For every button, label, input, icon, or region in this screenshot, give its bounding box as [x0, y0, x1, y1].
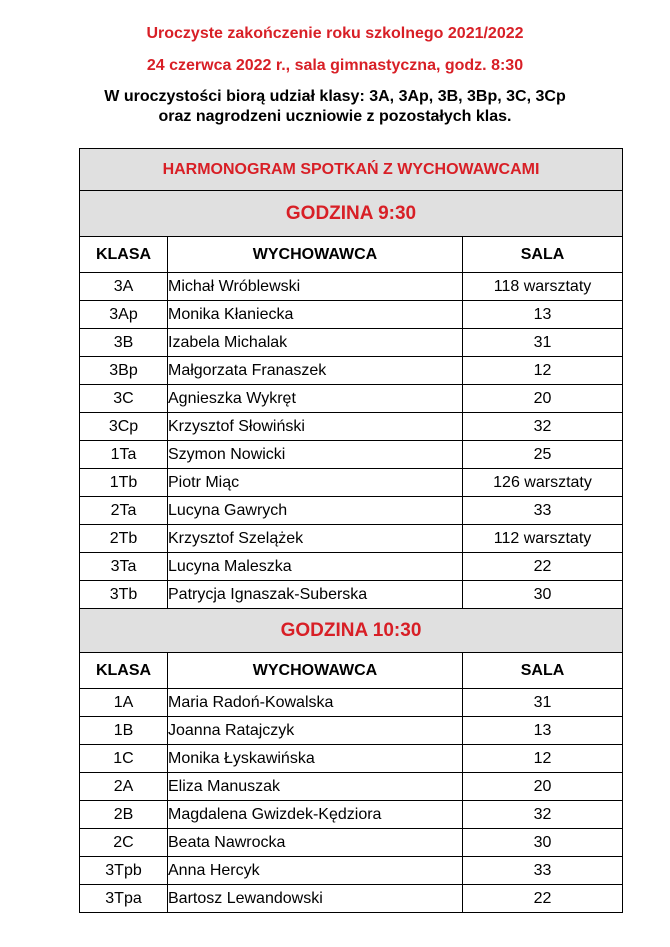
table-row	[80, 497, 623, 525]
klasa-header: KLASA	[80, 653, 168, 689]
column-header-row	[80, 237, 623, 273]
class-cell: 2B	[80, 801, 168, 829]
class-cell: 2Tb	[80, 525, 168, 553]
sala-header: SALA	[463, 653, 623, 689]
teacher-cell: Magdalena Gwizdek-Kędziora	[168, 801, 463, 829]
class-cell: 3Tb	[80, 581, 168, 609]
table-row	[80, 689, 623, 717]
schedule-table	[79, 148, 623, 913]
room-cell: 13	[463, 717, 623, 745]
class-cell: 2Ta	[80, 497, 168, 525]
table-row	[80, 553, 623, 581]
participants-line: W uroczystości biorą udział klasy: 3A, 3Ap, 3B, 3Bp, 3C, 3Cp	[104, 88, 566, 105]
teacher-cell: Anna Hercyk	[168, 857, 463, 885]
room-cell: 25	[463, 441, 623, 469]
class-cell: 1Ta	[80, 441, 168, 469]
room-cell: 33	[463, 497, 623, 525]
table-row	[80, 273, 623, 301]
teacher-cell: Krzysztof Słowiński	[168, 413, 463, 441]
session-time-row	[80, 191, 623, 237]
teacher-cell: Krzysztof Szelążek	[168, 525, 463, 553]
class-cell: 3C	[80, 385, 168, 413]
table-row	[80, 301, 623, 329]
class-cell: 3Cp	[80, 413, 168, 441]
session-time: GODZINA 10:30	[80, 609, 623, 653]
table-row	[80, 469, 623, 497]
table-row	[80, 413, 623, 441]
table-row	[80, 441, 623, 469]
column-header-row	[80, 653, 623, 689]
table-row	[80, 385, 623, 413]
participants-line-2: oraz nagrodzeni uczniowie z pozostałych klas.	[158, 108, 512, 125]
class-cell: 3Ap	[80, 301, 168, 329]
teacher-cell: Bartosz Lewandowski	[168, 885, 463, 913]
room-cell: 112 warsztaty	[463, 525, 623, 553]
teacher-cell: Eliza Manuszak	[168, 773, 463, 801]
teacher-cell: Joanna Ratajczyk	[168, 717, 463, 745]
table-row	[80, 581, 623, 609]
room-cell: 22	[463, 553, 623, 581]
teacher-cell: Agnieszka Wykręt	[168, 385, 463, 413]
teacher-cell: Maria Radoń-Kowalska	[168, 689, 463, 717]
room-cell: 126 warsztaty	[463, 469, 623, 497]
room-cell: 22	[463, 885, 623, 913]
teacher-cell: Beata Nawrocka	[168, 829, 463, 857]
event-date-place: 24 czerwca 2022 r., sala gimnastyczna, godz. 8:30	[146, 57, 524, 74]
table-row	[80, 357, 623, 385]
class-cell: 3Tpa	[80, 885, 168, 913]
teacher-cell: Piotr Miąc	[168, 469, 463, 497]
klasa-header: KLASA	[80, 237, 168, 273]
table-row	[80, 857, 623, 885]
class-cell: 3Bp	[80, 357, 168, 385]
room-cell: 31	[463, 329, 623, 357]
teacher-cell: Michał Wróblewski	[168, 273, 463, 301]
teacher-cell: Monika Kłaniecka	[168, 301, 463, 329]
class-cell: 3Ta	[80, 553, 168, 581]
room-cell: 32	[463, 413, 623, 441]
event-title: Uroczyste zakończenie roku szkolnego 2021/2022	[146, 25, 524, 42]
teacher-cell: Lucyna Maleszka	[168, 553, 463, 581]
teacher-cell: Patrycja Ignaszak-Suberska	[168, 581, 463, 609]
class-cell: 1A	[80, 689, 168, 717]
room-cell: 32	[463, 801, 623, 829]
session-time: GODZINA 9:30	[80, 191, 623, 237]
teacher-cell: Izabela Michalak	[168, 329, 463, 357]
table-row	[80, 829, 623, 857]
wychowawca-header: WYCHOWAWCA	[168, 653, 463, 689]
room-cell: 13	[463, 301, 623, 329]
room-cell: 118 warsztaty	[463, 273, 623, 301]
table-row	[80, 745, 623, 773]
room-cell: 20	[463, 773, 623, 801]
table-row	[80, 717, 623, 745]
sala-header: SALA	[463, 237, 623, 273]
schedule-title: HARMONOGRAM SPOTKAŃ Z WYCHOWAWCAMI	[80, 149, 623, 191]
session-time-row	[80, 609, 623, 653]
table-row	[80, 329, 623, 357]
class-cell: 3A	[80, 273, 168, 301]
room-cell: 12	[463, 357, 623, 385]
class-cell: 3B	[80, 329, 168, 357]
class-cell: 1B	[80, 717, 168, 745]
table-row	[80, 525, 623, 553]
teacher-cell: Małgorzata Franaszek	[168, 357, 463, 385]
teacher-cell: Lucyna Gawrych	[168, 497, 463, 525]
schedule-title-row	[80, 149, 623, 191]
room-cell: 12	[463, 745, 623, 773]
table-row	[80, 801, 623, 829]
class-cell: 3Tpb	[80, 857, 168, 885]
teacher-cell: Monika Łyskawińska	[168, 745, 463, 773]
class-cell: 2A	[80, 773, 168, 801]
room-cell: 30	[463, 829, 623, 857]
room-cell: 31	[463, 689, 623, 717]
class-cell: 1Tb	[80, 469, 168, 497]
room-cell: 33	[463, 857, 623, 885]
class-cell: 1C	[80, 745, 168, 773]
room-cell: 30	[463, 581, 623, 609]
table-row	[80, 773, 623, 801]
teacher-cell: Szymon Nowicki	[168, 441, 463, 469]
room-cell: 20	[463, 385, 623, 413]
table-row	[80, 885, 623, 913]
class-cell: 2C	[80, 829, 168, 857]
wychowawca-header: WYCHOWAWCA	[168, 237, 463, 273]
